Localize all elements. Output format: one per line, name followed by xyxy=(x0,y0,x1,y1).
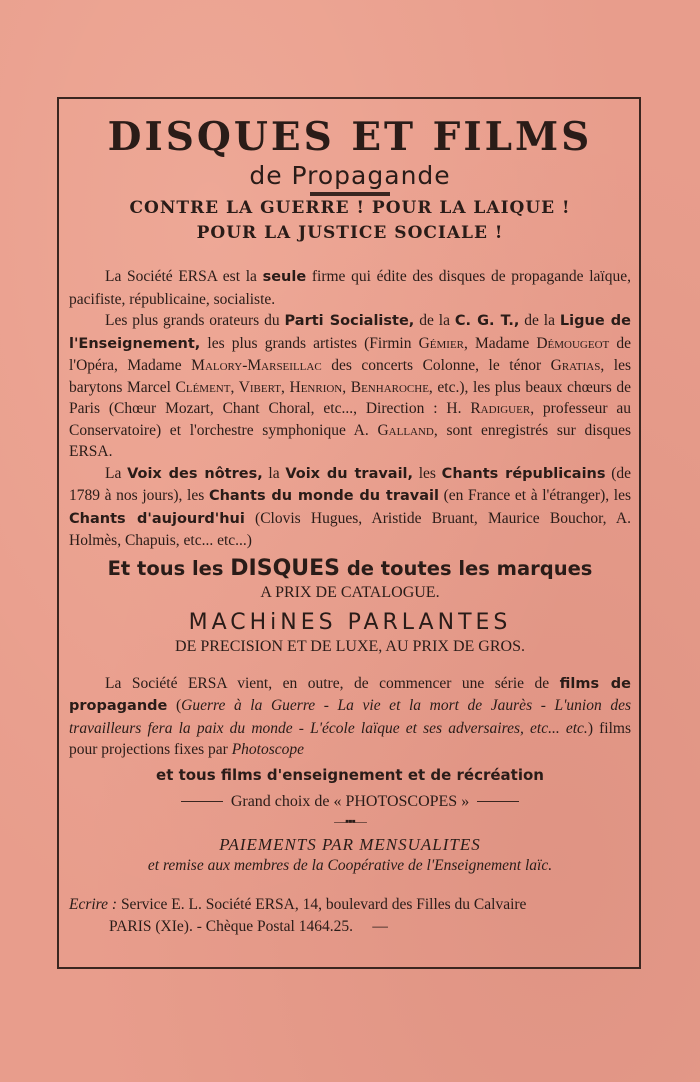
machines-parlantes-headline: MACHiNES PARLANTES xyxy=(188,609,512,635)
paragraph-films: La Société ERSA vient, en outre, de commencer une série de films de propagande (Guerre à la Guerre - La vie et la mort de Jaurès - L'union des travailleurs fera la paix du monde - L'école laïque et ses adversaires, etc... etc.) films pour projections fixes par Photoscope xyxy=(69,674,631,758)
contact-address: Ecrire : Service E. L. Société ERSA, 14, boulevard des Filles du Calvaire PARIS (XIe). - Chèque Postal 1464.25. — xyxy=(69,895,527,935)
advertisement-frame xyxy=(57,97,641,969)
cooperative-discount: et remise aux membres de la Coopérative de l'Enseignement laïc. xyxy=(147,856,553,874)
paragraph-ersa-intro: La Société ERSA est la seule firme qui édite des disques de propagande laïque, pacifiste, républicaine, socialiste. xyxy=(69,268,631,308)
photoscopes-line: Grand choix de « PHOTOSCOPES » xyxy=(69,790,631,814)
ad-title: DISQUES ET FILMS xyxy=(107,114,593,160)
ad-subtitle: de Propagande xyxy=(249,161,451,190)
catalogue-price-line: A PRIX DE CATALOGUE. xyxy=(260,583,440,601)
disques-headline: Et tous les DISQUES de toutes les marques xyxy=(107,555,593,581)
slogan-line-1: CONTRE LA GUERRE ! POUR LA LAIQUE ! xyxy=(129,198,571,218)
machines-subline: DE PRECISION ET DE LUXE, AU PRIX DE GROS. xyxy=(175,637,525,655)
payment-terms: PAIEMENTS PAR MENSUALITES xyxy=(219,834,481,854)
paragraph-artists: Les plus grands orateurs du Parti Socialiste, de la C. G. T., de la Ligue de l'Enseignement, les plus grands artistes (Firmin Gémier, Madame Démougeot de l'Opéra, Madame Malory-Marseillac des concerts Colonne, le ténor Gratias, les barytons Marcel Clément, Vibert, Henrion, Benharoche, etc.), les plus beaux chœurs de Paris (Chœur Mozart, Chant Choral, etc..., Direction : H. Radiguer, professeur au Conservatoire) et l'orchestre symphonique A. Galland, sont enregistrés sur disques ERSA. xyxy=(69,312,632,460)
films-enseignement-line: et tous films d'enseignement et de récréation xyxy=(156,765,544,784)
slogan-line-2: POUR LA JUSTICE SOCIALE ! xyxy=(196,223,504,243)
ornament-divider: —▪▪▪— xyxy=(334,813,366,828)
paragraph-songs: La Voix des nôtres, la Voix du travail, les Chants républicains (de 1789 à nos jours), les Chants du monde du travail (en France et à l'étranger), les Chants d'aujourd'hui (Clovis Hugues, Aristide Bruant, Maurice Bouchor, A. Holmès, Chapuis, etc... etc...) xyxy=(69,464,632,549)
